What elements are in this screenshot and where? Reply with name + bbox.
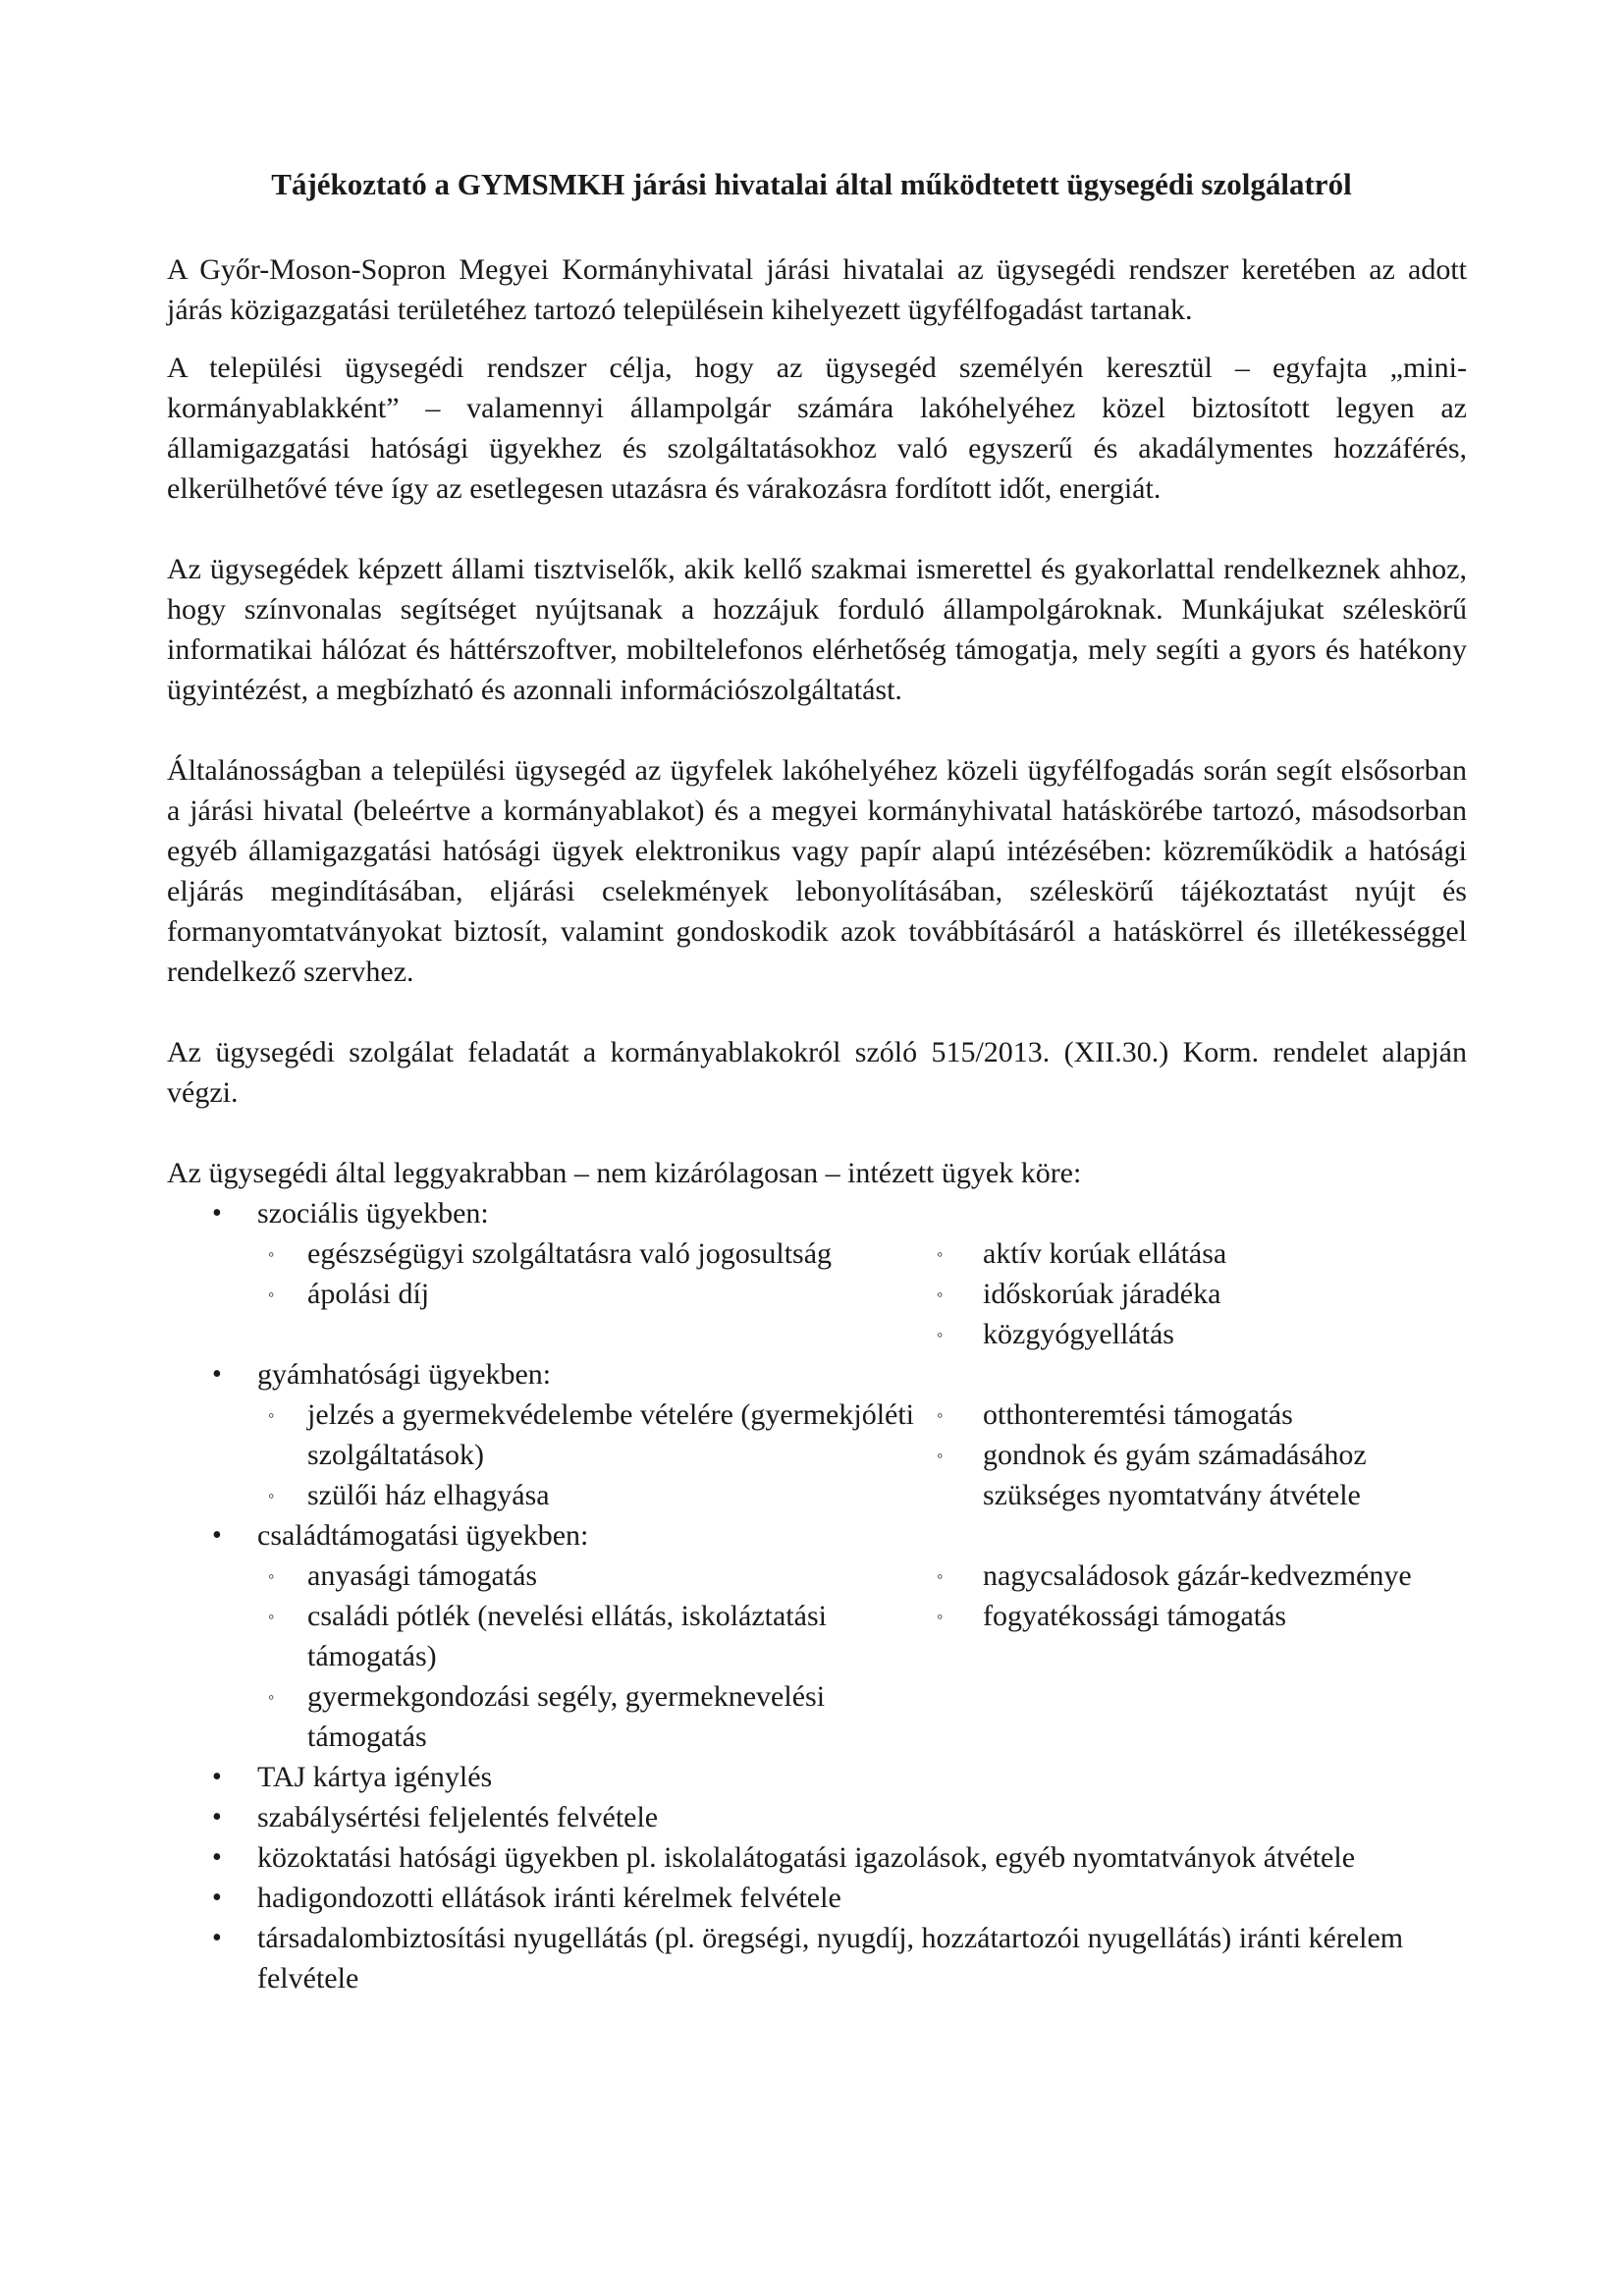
category-label-family-support: családtámogatási ügyekben: — [257, 1519, 589, 1552]
list-item: ◦ ápolási díj — [257, 1274, 937, 1314]
list-item-guardianship — [167, 1354, 1467, 1515]
list-item-education: • közoktatási hatósági ügyekben pl. iskolalátogatási igazolások, egyéb nyomtatványok átvétele — [167, 1837, 1467, 1878]
list-item: ◦ időskorúak járadéka — [937, 1274, 1467, 1314]
paragraph-officers: Az ügysegédek képzett állami tisztviselők, akik kellő szakmai ismerettel és gyakorlattal rendelkeznek ahhoz, hogy színvonalas segítséget nyújtsanak a hozzájuk forduló állampolgároknak. Munkájukat széleskörű informatikai hálózat és háttérszoftver, mobiltelefonos elérhetőség támogatja, mely segíti a gyors és hatékony ügyintézést, a megbízható és azonnali információszolgáltatást. — [167, 553, 1467, 706]
case-list — [167, 1193, 1467, 1998]
category-label-guardianship: gyámhatósági ügyekben: — [257, 1358, 552, 1391]
list-heading: Az ügysegédi által leggyakrabban – nem kizárólagosan – intézett ügyek köre: — [167, 1157, 1082, 1189]
paragraph-intro: A Győr-Moson-Sopron Megyei Kormányhivatal járási hivatalai az ügysegédi rendszer keretében az adott járás közigazgatási területéhez tartozó településein kihelyezett ügyfélfogadást tartanak. — [167, 253, 1467, 326]
paragraph-purpose: A települési ügysegédi rendszer célja, hogy az ügysegéd személyén keresztül – egyfajta „mini-kormányablakként” – valamennyi állampolgár számára lakóhelyéhez közel biztosított legyen az államigazgatási hatósági ügyekhez és szolgáltatásokhoz való egyszerű és akadálymentes hozzáférés, elkerülhetővé téve így az esetlegesen utazásra és várakozásra fordított időt, energiát. — [167, 352, 1467, 505]
list-item: ◦ gyermekgondozási segély, gyermeknevelési támogatás — [257, 1676, 937, 1757]
list-item-misdemeanor: • szabálysértési feljelentés felvétele — [167, 1797, 1467, 1837]
list-item: ◦ szülői ház elhagyása — [257, 1475, 937, 1515]
paragraph-general: Általánosságban a települési ügysegéd az ügyfelek lakóhelyéhez közeli ügyfélfogadás során segít elsősorban a járási hivatal (beleértve a kormányablakot) és a megyei kormányhivatal hatáskörébe tartozó, másodsorban egyéb államigazgatási hatósági ügyek elektronikus vagy papír alapú intézésében: közreműködik a hatósági eljárás megindításában, eljárási cselekmények lebonyolításában, széleskörű tájékoztatást nyújt és formanyomtatványokat biztosít, valamint gondoskodik azok továbbításáról a hatáskörrel és illetékességgel rendelkező szervhez. — [167, 754, 1467, 988]
list-item: ◦ fogyatékossági támogatás — [937, 1596, 1467, 1636]
list-item: ◦ anyasági támogatás — [257, 1556, 937, 1596]
list-item: ◦ otthonteremtési támogatás — [937, 1394, 1467, 1435]
sublist-social — [257, 1233, 1467, 1354]
paragraph-legal-basis: Az ügysegédi szolgálat feladatát a kormányablakokról szóló 515/2013. (XII.30.) Korm. rendelet alapján végzi. — [167, 1036, 1467, 1109]
list-item: ◦ egészségügyi szolgáltatásra való jogosultság — [257, 1233, 937, 1274]
list-item: ◦ gondnok és gyám számadásához szükséges nyomtatvány átvétele — [937, 1435, 1467, 1515]
list-item-war-veterans: • hadigondozotti ellátások iránti kérelmek felvétele — [167, 1878, 1467, 1918]
sublist-guardianship — [257, 1394, 1467, 1515]
list-item: ◦ jelzés a gyermekvédelembe vételére (gyermekjóléti szolgáltatások) — [257, 1394, 937, 1475]
list-item-taj-card: • TAJ kártya igénylés — [167, 1757, 1467, 1797]
list-item-social — [167, 1193, 1467, 1354]
list-item: ◦ családi pótlék (nevelési ellátás, iskoláztatási támogatás) — [257, 1596, 937, 1676]
document-body — [167, 249, 1467, 1998]
list-item: ◦ nagycsaládosok gázár-kedvezménye — [937, 1556, 1467, 1596]
category-label-social: szociális ügyekben: — [257, 1197, 489, 1230]
list-item-pension: • társadalombiztosítási nyugellátás (pl. öregségi, nyugdíj, hozzátartozói nyugellátás) iránti kérelem felvétele — [167, 1918, 1467, 1998]
sublist-family-support — [257, 1556, 1467, 1757]
list-item-family-support — [167, 1515, 1467, 1757]
document-title: Tájékoztató a GYMSMKH járási hivatalai által működtetett ügysegédi szolgálatról — [271, 167, 1352, 201]
list-item: ◦ aktív korúak ellátása — [937, 1233, 1467, 1274]
list-item: ◦ közgyógyellátás — [937, 1314, 1467, 1354]
